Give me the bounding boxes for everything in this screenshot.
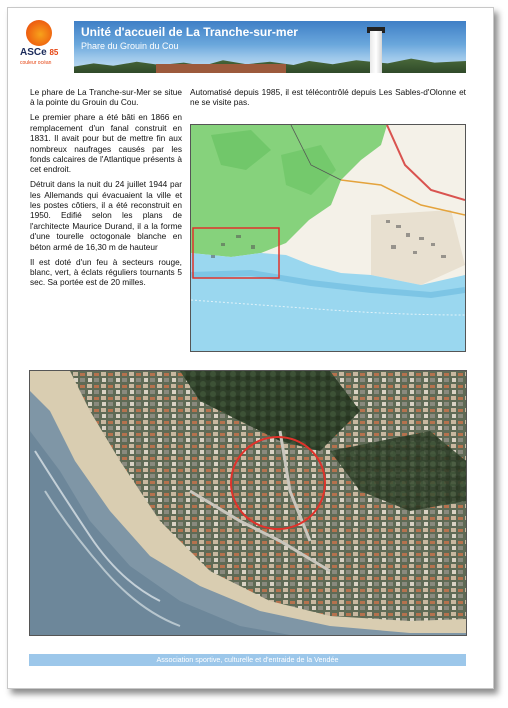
aerial-photo (29, 370, 467, 636)
logo-number: 85 (49, 48, 59, 57)
logo-text: ASCe (20, 47, 47, 58)
topographic-map (190, 124, 466, 352)
paragraph-reconstruction: Détruit dans la nuit du 24 juillet 1944 par les Allemands qui évacuaient la ville et les postes côtiers, il a été reconstruit en 1950. Edifié selon les plans de l'architecte Maurice Durand, il a la forme d'une tourelle octogonale blanche en béton armé de 16,30 m de hauteur (30, 179, 182, 252)
paragraph-automation: Automatisé depuis 1985, il est télécontrôlé depuis Les Sables-d'Olonne et ne se visite pas. (190, 87, 466, 108)
map-drawing (191, 125, 465, 351)
logo-sun-icon (26, 20, 52, 46)
banner-roof (156, 64, 286, 73)
asce85-logo (20, 20, 68, 68)
aerial-drawing (30, 371, 466, 635)
paragraph-light: Il est doté d'un feu à secteurs rouge, blanc, vert, à éclats réguliers tournants 5 sec. Sa portée est de 20 milles. (30, 256, 182, 288)
header-banner (74, 21, 466, 73)
paragraph-location: Le phare de La Tranche-sur-Mer se situe à la pointe du Grouin du Cou. (30, 87, 182, 108)
left-text-column (30, 87, 182, 292)
paragraph-history: Le premier phare a été bâti en 1866 en remplacement d'un fanal construit en 1831. Il avait pour but de mettre fin aux nombreux naufrages causés par les fonds calcaires de l'Atlantique présents à cet endroit. (30, 112, 182, 175)
page-title: Unité d'accueil de La Tranche-sur-mer (81, 25, 298, 39)
footer-text: Association sportive, culturelle et d'entraide de la Vendée (156, 655, 339, 664)
lighthouse-tower (370, 31, 382, 73)
logo-tagline: couleur océan (20, 60, 52, 66)
page-subtitle: Phare du Grouin du Cou (81, 41, 179, 51)
footer-banner (29, 654, 466, 666)
